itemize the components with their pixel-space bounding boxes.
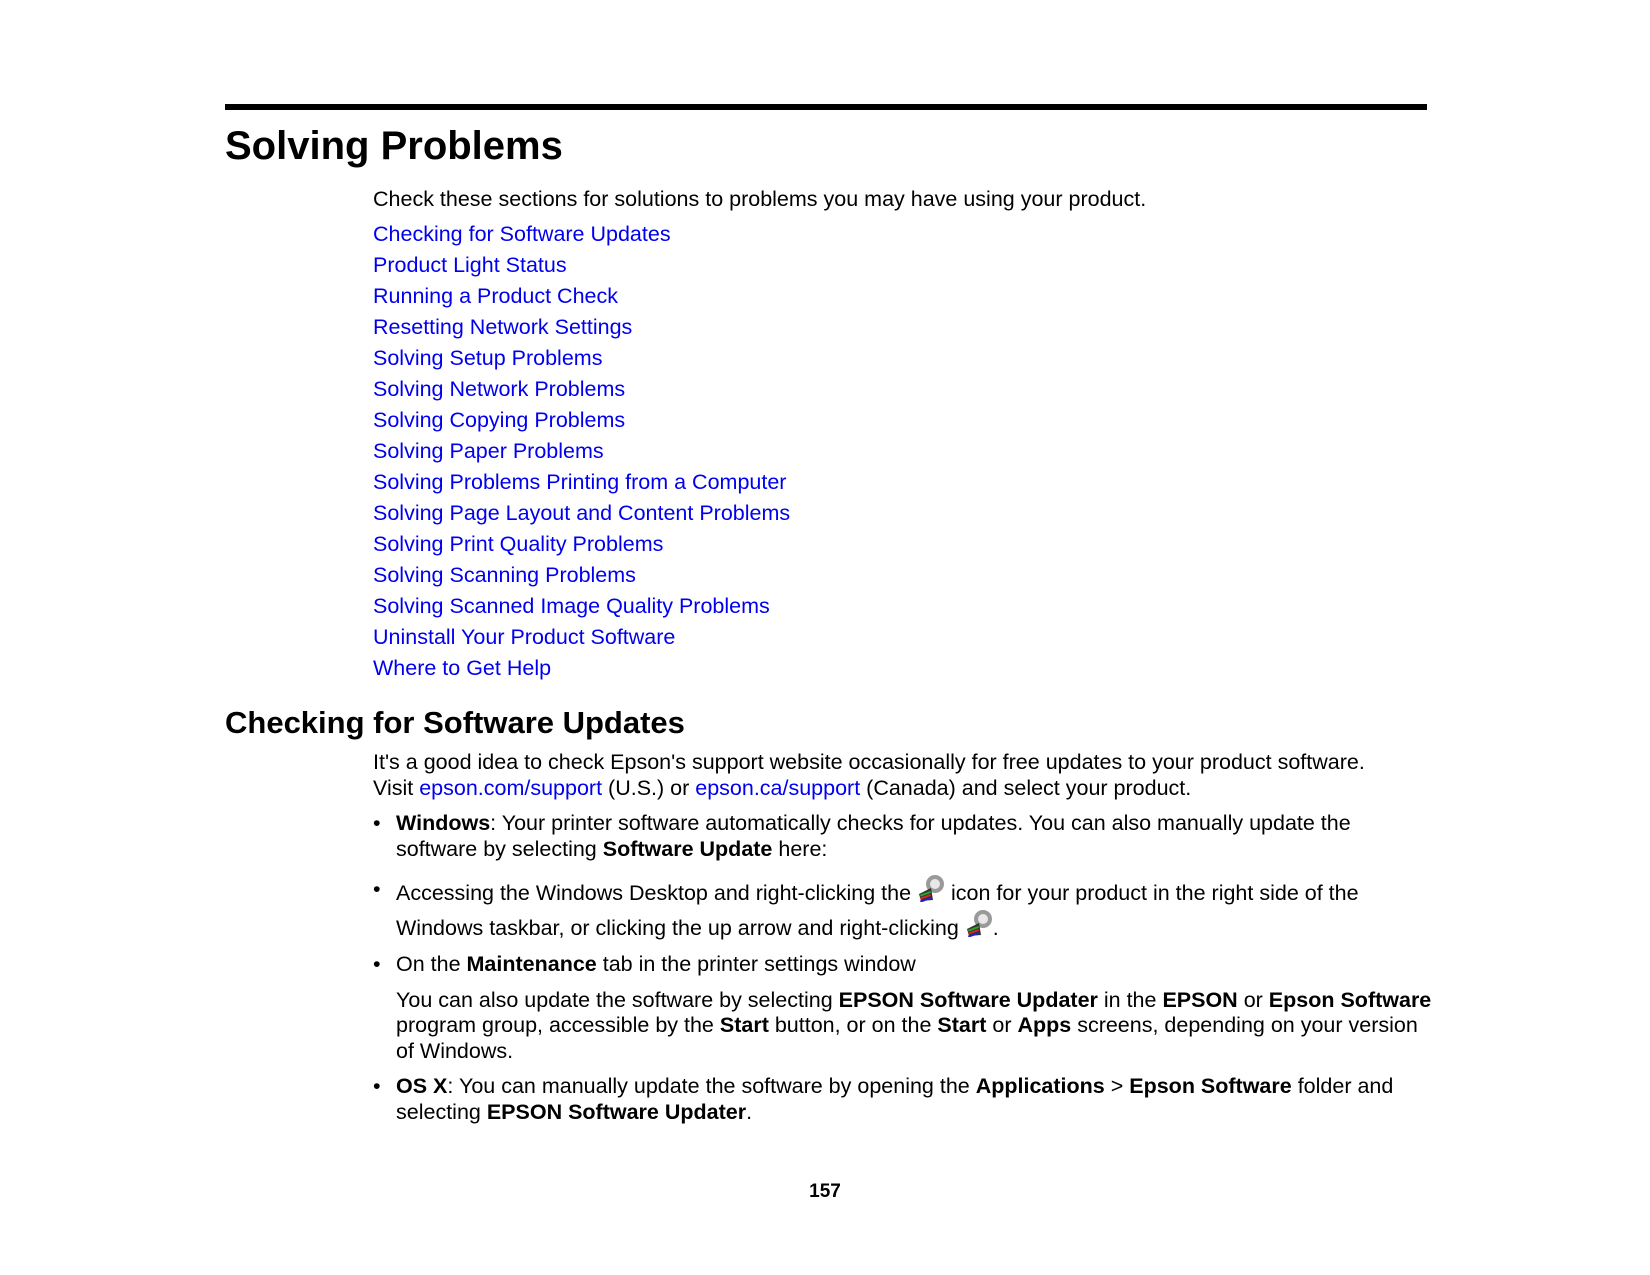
toc-link[interactable]: Uninstall Your Product Software — [373, 625, 676, 649]
toc-link[interactable]: Solving Scanned Image Quality Problems — [373, 594, 770, 618]
toc-link[interactable]: Product Light Status — [373, 253, 567, 277]
page-number: 157 — [809, 1181, 841, 1202]
intro-text: Check these sections for solutions to problems you may have using your product. — [373, 187, 1147, 211]
maintenance-sub-bullet: • On the Maintenance tab in the printer settings window — [373, 952, 1433, 978]
section-body — [373, 750, 1433, 1125]
toc-link[interactable]: Solving Page Layout and Content Problems — [373, 501, 791, 525]
windows-bullet: • Windows: Your printer software automatically checks for updates. You can also manually update the software by selecting Software Update here: — [373, 811, 1433, 862]
epson-printer-icon — [917, 874, 945, 902]
toc-link[interactable]: Solving Network Problems — [373, 377, 626, 401]
updater-paragraph: You can also update the software by selecting EPSON Software Updater in the EPSON or Epson Software program group, accessible by the Start button, or on the Start or Apps screens, depending on your version of Windows. — [396, 987, 1432, 1063]
toc-list — [373, 221, 790, 686]
toc-link[interactable]: Solving Setup Problems — [373, 346, 603, 370]
epson-printer-icon — [965, 909, 993, 937]
page-title: Solving Problems — [225, 124, 563, 168]
toc-link[interactable]: Solving Print Quality Problems — [373, 532, 664, 556]
toc-link[interactable]: Where to Get Help — [373, 656, 552, 680]
section-paragraph: It's a good idea to check Epson's support website occasionally for free updates to your product software. Visit epson.com/support (U.S.) or epson.ca/support (Canada) and select your product. — [373, 750, 1365, 800]
toc-link[interactable]: Checking for Software Updates — [373, 222, 671, 246]
toc-link[interactable]: Solving Paper Problems — [373, 439, 604, 463]
windows-sub-bullet: • Accessing the Windows Desktop and right-clicking the icon for your product in the right side of the Windows taskbar, or clicking the up arrow and right-clicking . — [373, 874, 1433, 944]
toc-link[interactable]: Solving Scanning Problems — [373, 563, 636, 587]
epson-us-support-link[interactable]: epson.com/support — [419, 775, 603, 800]
top-rule — [225, 104, 1427, 110]
toc-link[interactable]: Running a Product Check — [373, 284, 619, 308]
toc-link[interactable]: Solving Problems Printing from a Computer — [373, 470, 787, 494]
osx-bullet: • OS X: You can manually update the software by opening the Applications > Epson Software folder and selecting EPSON Software Updater. — [373, 1074, 1433, 1125]
section-heading: Checking for Software Updates — [225, 705, 685, 740]
toc-link[interactable]: Resetting Network Settings — [373, 315, 633, 339]
toc-link[interactable]: Solving Copying Problems — [373, 408, 626, 432]
epson-ca-support-link[interactable]: epson.ca/support — [695, 775, 861, 800]
